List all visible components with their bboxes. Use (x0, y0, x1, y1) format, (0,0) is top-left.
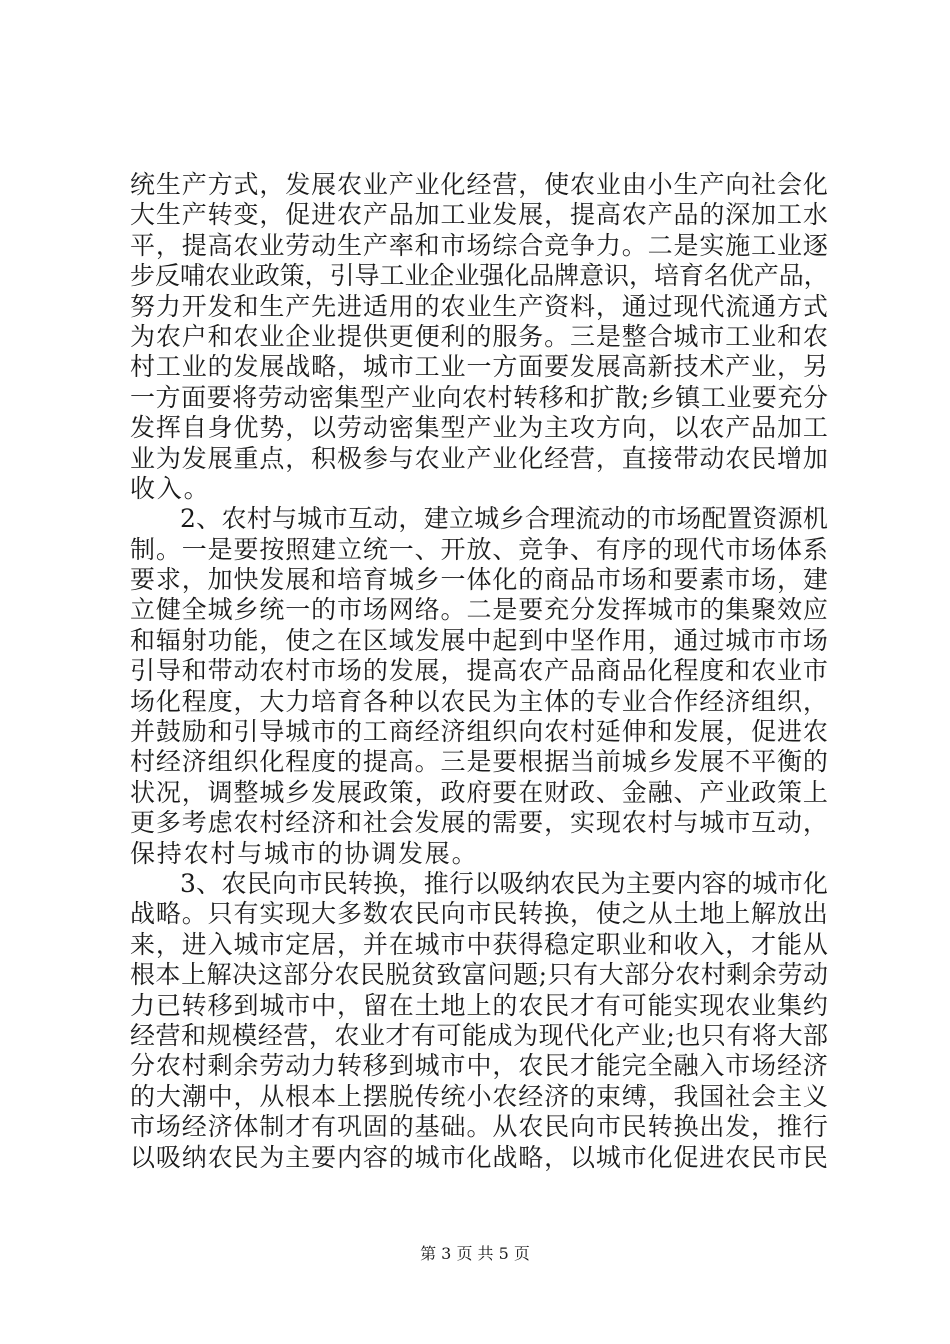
text-line: 业为发展重点，积极参与农业产业化经营，直接带动农民增加 (130, 443, 829, 473)
text-line: 为农户和农业企业提供更便利的服务。三是整合城市工业和农 (130, 321, 829, 351)
text-line: 并鼓励和引导城市的工商经济组织向农村延伸和发展，促进农 (130, 717, 829, 747)
text-line: 立健全城乡统一的市场网络。二是要充分发挥城市的集聚效应 (130, 595, 829, 625)
text-line: 状况，调整城乡发展政策，政府要在财政、金融、产业政策上 (130, 777, 829, 807)
text-line: 制。一是要按照建立统一、开放、竞争、有序的现代市场体系 (130, 534, 829, 564)
text-line: 的大潮中，从根本上摆脱传统小农经济的束缚，我国社会主义 (130, 1081, 829, 1111)
text-line: 村工业的发展战略，城市工业一方面要发展高新技术产业，另 (130, 352, 829, 382)
text-line: 步反哺农业政策，引导工业企业强化品牌意识，培育名优产品， (130, 261, 829, 291)
text-line: 市场经济体制才有巩固的基础。从农民向市民转换出发，推行 (130, 1112, 829, 1142)
text-line: 大生产转变，促进农产品加工业发展，提高农产品的深加工水 (130, 200, 829, 230)
text-line: 保持农村与城市的协调发展。 (130, 838, 479, 868)
text-line: 统生产方式，发展农业产业化经营，使农业由小生产向社会化 (130, 170, 829, 199)
text-line: 村经济组织化程度的提高。三是要根据当前城乡发展不平衡的 (130, 747, 829, 777)
text-line: 以吸纳农民为主要内容的城市化战略，以城市化促进农民市民 (130, 1142, 829, 1172)
text-line: 发挥自身优势，以劳动密集型产业为主攻方向，以农产品加工 (130, 413, 829, 443)
text-line: 力已转移到城市中，留在土地上的农民才有可能实现农业集约 (130, 990, 829, 1020)
page-footer: 第 3 页 共 5 页 (420, 1244, 530, 1263)
text-line: 努力开发和生产先进适用的农业生产资料，通过现代流通方式 (130, 291, 829, 321)
text-line: 3、农民向市民转换，推行以吸纳农民为主要内容的城市化 (180, 868, 829, 898)
text-line: 2、农村与城市互动，建立城乡合理流动的市场配置资源机 (180, 504, 829, 534)
text-line: 根本上解决这部分农民脱贫致富问题;只有大部分农村剩余劳动 (130, 960, 829, 990)
text-line: 分农村剩余劳动力转移到城市中，农民才能完全融入市场经济 (130, 1051, 829, 1081)
text-line: 平，提高农业劳动生产率和市场综合竞争力。二是实施工业逐 (130, 230, 829, 260)
document-body (130, 170, 830, 1173)
text-line: 来，进入城市定居，并在城市中获得稳定职业和收入，才能从 (130, 929, 829, 959)
text-line: 引导和带动农村市场的发展，提高农产品商品化程度和农业市 (130, 656, 829, 686)
text-line: 更多考虑农村经济和社会发展的需要，实现农村与城市互动， (130, 808, 829, 838)
text-line: 战略。只有实现大多数农民向市民转换，使之从土地上解放出 (130, 899, 829, 929)
text-line: 和辐射功能，使之在区域发展中起到中坚作用，通过城市市场 (130, 625, 829, 655)
text-line: 一方面要将劳动密集型产业向农村转移和扩散;乡镇工业要充分 (130, 382, 829, 412)
text-line: 要求，加快发展和培育城乡一体化的商品市场和要素市场，建 (130, 565, 829, 595)
text-line: 经营和规模经营，农业才有可能成为现代化产业;也只有将大部 (130, 1020, 829, 1050)
text-line: 收入。 (130, 473, 211, 503)
text-line: 场化程度，大力培育各种以农民为主体的专业合作经济组织， (130, 686, 829, 716)
